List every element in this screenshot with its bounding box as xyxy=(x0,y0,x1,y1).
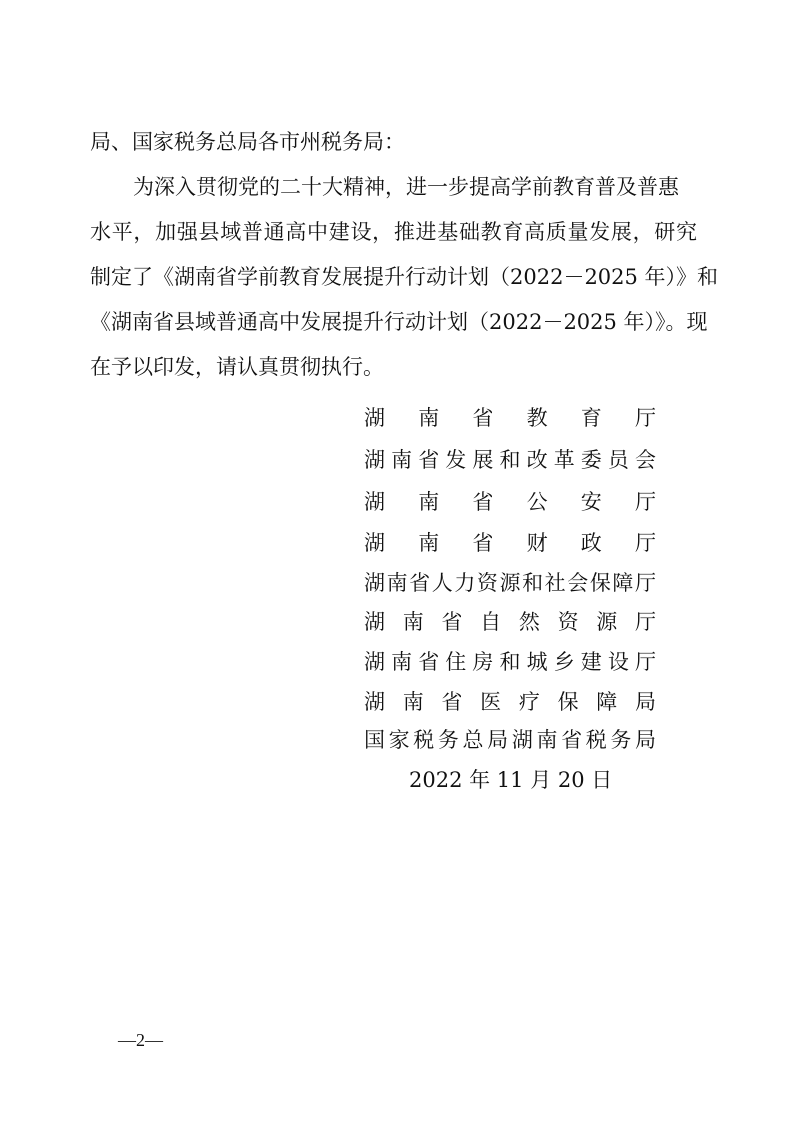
body-paragraph-line-4: 《湖南省县域普通高中发展提升行动计划（2022－2025 年）》。现 xyxy=(90,310,708,334)
salutation-continuation: 局、国家税务总局各市州税务局： xyxy=(90,130,405,154)
signatory-8: 湖南省医疗保障局 xyxy=(364,690,656,714)
signatory-3: 湖南省公安厅 xyxy=(364,490,656,514)
signatory-6: 湖南省自然资源厅 xyxy=(364,610,656,634)
body-paragraph-line-2: 水平，加强县域普通高中建设，推进基础教育高质量发展，研究 xyxy=(90,220,697,244)
body-paragraph-line-3: 制定了《湖南省学前教育发展提升行动计划（2022－2025 年）》和 xyxy=(90,265,719,289)
signatory-7: 湖南省住房和城乡建设厅 xyxy=(364,650,656,674)
signatory-4: 湖南省财政厅 xyxy=(364,531,656,555)
body-paragraph-line-1: 为深入贯彻党的二十大精神，进一步提高学前教育普及普惠 xyxy=(133,175,679,199)
body-paragraph-line-5: 在予以印发，请认真贯彻执行。 xyxy=(90,355,384,379)
signatory-2: 湖南省发展和改革委员会 xyxy=(364,448,656,472)
document-date: 2022 年 11 月 20 日 xyxy=(409,768,613,792)
page-number: —2— xyxy=(118,1030,163,1050)
signatory-5: 湖南省人力资源和社会保障厅 xyxy=(364,571,656,595)
signatory-1: 湖南省教育厅 xyxy=(364,406,656,430)
signatory-9: 国家税务总局湖南省税务局 xyxy=(364,728,656,752)
